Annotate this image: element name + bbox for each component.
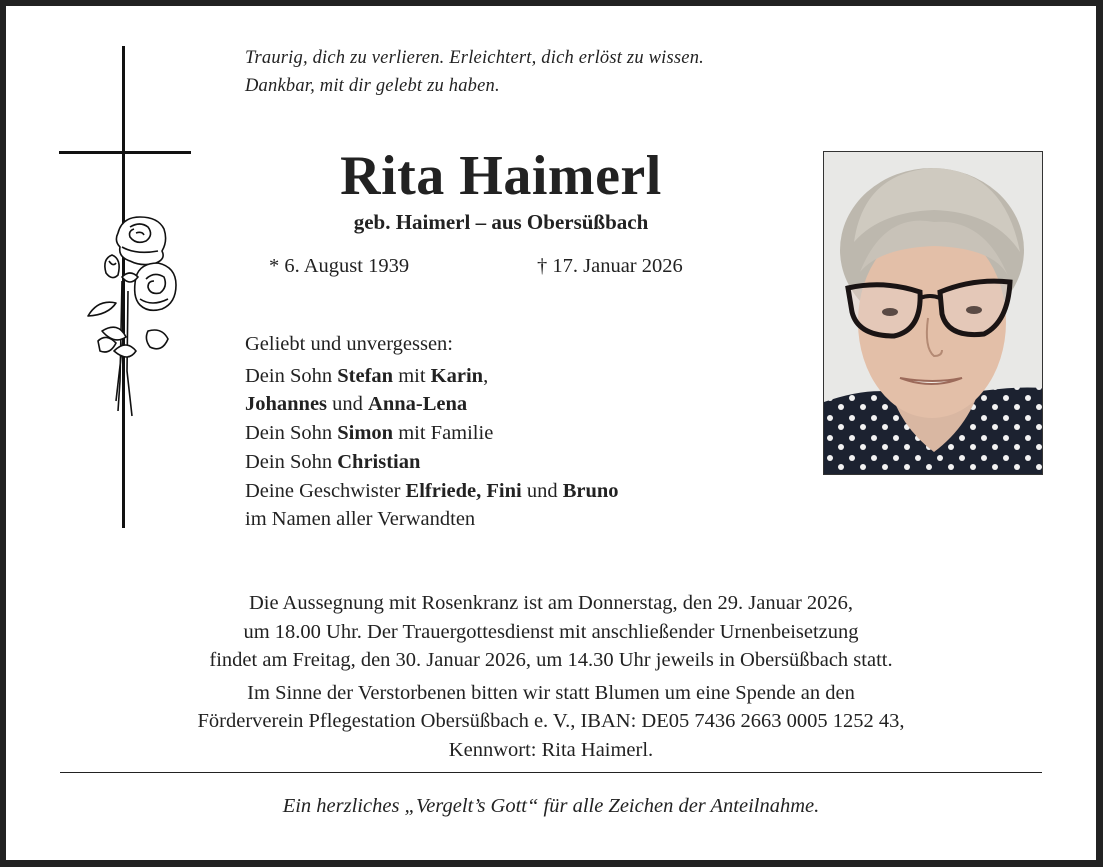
family-line [245, 477, 619, 506]
service-line: um 18.00 Uhr. Der Trauergottesdienst mit anschließender Urnenbeisetzung [243, 620, 859, 643]
family-member-name: Christian [337, 450, 421, 473]
family-line-text: und [521, 479, 563, 502]
death-date: † 17. Januar 2026 [537, 255, 683, 277]
family-line [245, 419, 619, 448]
birth-date: * 6. August 1939 [269, 255, 410, 277]
donation-line: Kennwort: Rita Haimerl. [448, 738, 654, 761]
family-member-name: Elfriede, Fini [405, 479, 522, 502]
deceased-name: Rita Haimerl [340, 145, 662, 207]
deceased-subtitle: geb. Haimerl – aus Obersüßbach [353, 210, 649, 234]
family-list [245, 330, 619, 534]
family-member-name: Bruno [562, 479, 619, 502]
thanks-line: Ein herzliches „Vergelt’s Gott“ für alle Zeichen der Anteilnahme. [282, 795, 820, 817]
service-info [46, 589, 1056, 675]
portrait-photo [823, 151, 1043, 475]
family-line-text: Dein Sohn [245, 422, 338, 445]
family-line-text: Deine Geschwister [245, 479, 406, 502]
family-line [245, 448, 619, 477]
family-line [245, 390, 619, 419]
family-line-text: mit [393, 364, 431, 387]
family-line-text: Dein Sohn [245, 364, 338, 387]
donation-line: Im Sinne der Verstorbenen bitten wir statt Blumen um eine Spende an den [247, 681, 855, 704]
family-line [245, 362, 619, 391]
donation-info [46, 679, 1056, 765]
obituary-card [6, 6, 1096, 860]
motto-line-2: Dankbar, mit dir gelebt zu haben. [245, 76, 500, 96]
family-member-name: Karin [430, 364, 484, 387]
cross-icon-beam [59, 151, 191, 154]
family-line-text: im Namen aller Verwandten [245, 508, 476, 531]
roses-icon [78, 211, 178, 436]
motto-line-1: Traurig, dich zu verlieren. Erleichtert, dich erlöst zu wissen. [245, 48, 704, 68]
family-member-name: Johannes [245, 393, 328, 416]
family-line-text: Dein Sohn [245, 450, 338, 473]
family-line-text: , [483, 364, 489, 387]
family-member-name: Simon [337, 422, 394, 445]
family-line [245, 505, 619, 534]
service-line: findet am Freitag, den 30. Januar 2026, um 14.30 Uhr jeweils in Obersüßbach statt. [209, 649, 893, 671]
family-member-name: Stefan [337, 364, 394, 387]
service-line: Die Aussegnung mit Rosenkranz ist am Donnerstag, den 29. Januar 2026, [248, 592, 854, 614]
service-notice [46, 589, 1056, 764]
family-line-text: mit Familie [393, 422, 494, 445]
donation-line: Förderverein Pflegestation Obersüßbach e. V., IBAN: DE05 7436 2663 0005 1252 43, [197, 710, 905, 732]
divider [60, 772, 1042, 773]
family-line-text: und [327, 393, 369, 416]
family-member-name: Anna-Lena [368, 393, 468, 416]
family-intro: Geliebt und unvergessen: [245, 333, 453, 355]
motto [245, 44, 704, 100]
